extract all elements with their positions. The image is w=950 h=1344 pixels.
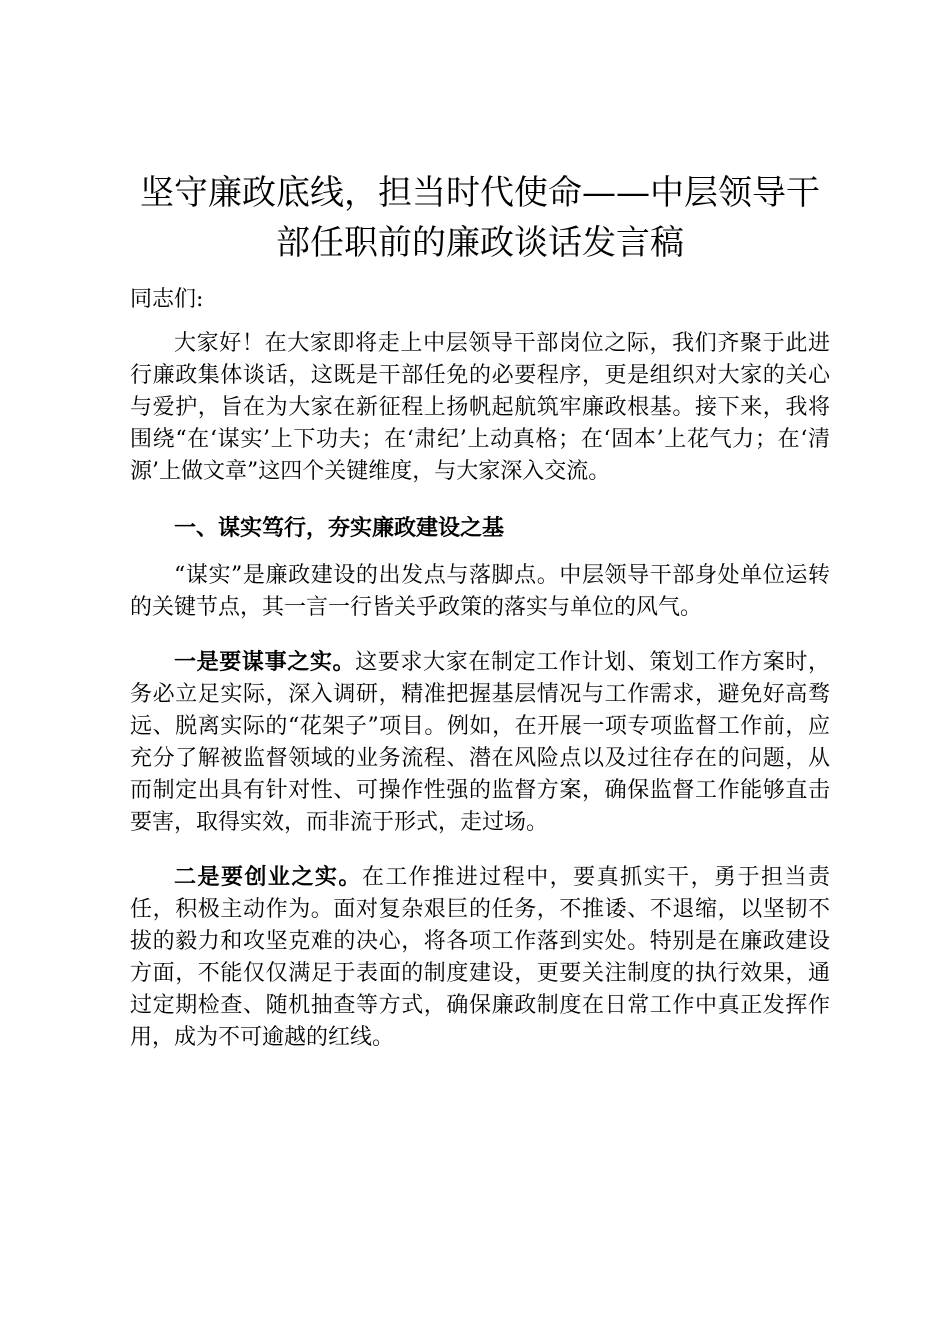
intro-paragraph: 大家好！在大家即将走上中层领导干部岗位之际，我们齐聚于此进行廉政集体谈话，这既是干部任免的必要程序，更是组织对大家的关心与爱护，旨在为大家在新征程上扬帆起航筑牢廉政根基。接下来，我将围绕“在‘谋实’上下功夫；在‘肃纪’上动真格；在‘固本’上花气力；在‘清源’上做文章”这四个关键维度，与大家深入交流。 bbox=[130, 331, 830, 484]
point-one-text: 这要求大家在制定工作计划、策划工作方案时，务必立足实际，深入调研，精准把握基层情况与工作需求，避免好高骛远、脱离实际的“花架子”项目。例如，在开展一项专项监督工作前，应充分了解被监督领域的业务流程、潜在风险点以及过往存在的问题，从而制定出具有针对性、可操作性强的监督方案，确保监督工作能够直击要害，取得实效，而非流于形式，走过场。 bbox=[130, 650, 830, 835]
document-title: 坚守廉政底线，担当时代使命——中层领导干部任职前的廉政谈话发言稿 bbox=[140, 173, 820, 263]
document-page bbox=[130, 168, 830, 1076]
point-one-paragraph bbox=[130, 646, 830, 839]
point-two-text: 在工作推进过程中，要真抓实干，勇于担当责任，积极主动作为。面对复杂艰巨的任务，不推诿、不退缩，以坚韧不拔的毅力和攻坚克难的决心，将各项工作落到实处。特别是在廉政建设方面，不能仅仅满足于表面的制度建设，更要关注制度的执行效果，通过定期检查、随机抽查等方式，确保廉政制度在日常工作中真正发挥作用，成为不可逾越的红线。 bbox=[130, 865, 830, 1050]
point-two-lead: 二是要创业之实。 bbox=[174, 864, 362, 890]
point-one-lead: 一是要谋事之实。 bbox=[174, 649, 356, 675]
section-heading: 一、谋实笃行，夯实廉政建设之基 bbox=[174, 515, 505, 541]
salutation: 同志们: bbox=[130, 287, 204, 312]
point-two-paragraph bbox=[130, 861, 830, 1054]
section-paragraph: “谋实”是廉政建设的出发点与落脚点。中层领导干部身处单位运转的关键节点，其一言一行皆关乎政策的落实与单位的风气。 bbox=[130, 563, 830, 620]
